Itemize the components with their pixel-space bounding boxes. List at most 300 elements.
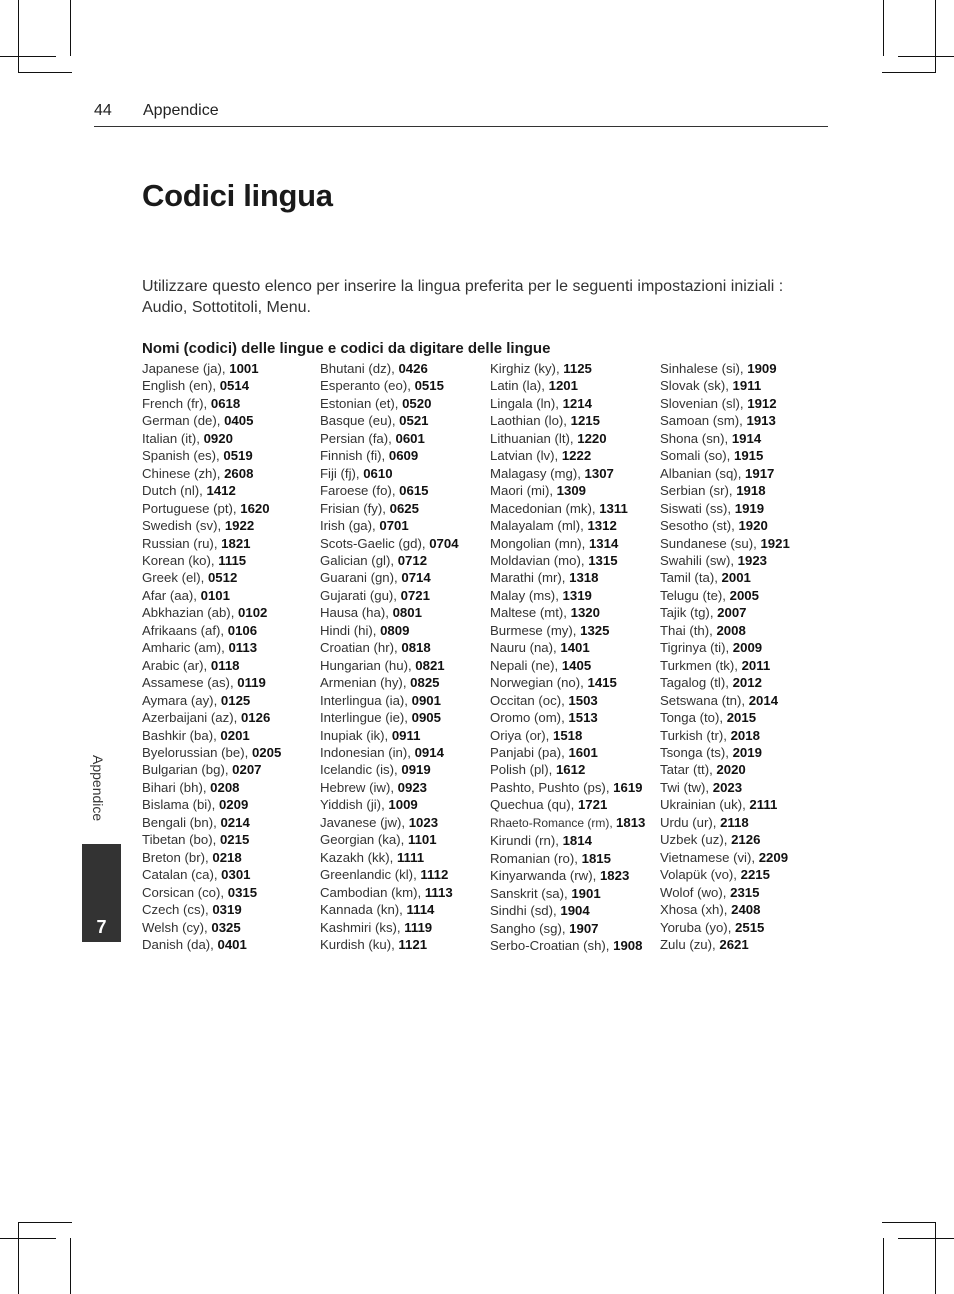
language-name: Byelorussian (be), — [142, 744, 252, 760]
language-entry — [660, 622, 790, 639]
language-name: Galician (gl), — [320, 552, 398, 568]
crop-mark — [882, 72, 936, 73]
language-name: Yoruba (yo), — [660, 919, 736, 935]
chapter-tab — [82, 844, 121, 942]
crop-mark — [882, 1222, 936, 1223]
language-name: Afar (aa), — [142, 587, 201, 603]
language-code: 1009 — [388, 797, 418, 813]
language-code: 0214 — [220, 814, 250, 830]
language-code: 1912 — [747, 395, 777, 411]
side-section-label — [86, 755, 116, 835]
language-entry — [660, 395, 790, 412]
language-code: 0712 — [397, 552, 428, 568]
language-entry — [320, 622, 459, 639]
language-code: 1125 — [563, 361, 592, 376]
language-code: 0825 — [410, 675, 440, 691]
language-code: 1620 — [240, 500, 270, 516]
language-entry — [660, 412, 790, 429]
language-entry — [660, 709, 790, 726]
language-code: 0905 — [411, 710, 441, 726]
language-code: 0119 — [237, 675, 266, 691]
language-code: 1101 — [407, 832, 437, 848]
language-name: Esperanto (eo), — [320, 378, 415, 394]
language-code: 0207 — [232, 762, 262, 778]
language-name: Oromo (om), — [490, 710, 569, 726]
language-code: 1814 — [562, 833, 592, 849]
language-code: 0405 — [224, 413, 254, 429]
language-name: Serbian (sr), — [660, 483, 737, 499]
language-code: 2111 — [749, 797, 778, 813]
language-code: 1601 — [568, 744, 598, 760]
language-code: 1113 — [424, 884, 453, 900]
language-entry — [142, 465, 281, 482]
crop-mark — [18, 1222, 19, 1294]
crop-mark — [898, 56, 954, 57]
language-code: 2011 — [741, 657, 771, 673]
language-code: 0714 — [401, 570, 431, 586]
language-entry — [660, 639, 790, 656]
language-name: Croatian (hr), — [320, 640, 402, 656]
language-column-4 — [660, 360, 790, 953]
language-code: 2126 — [731, 832, 761, 848]
language-name: Norwegian (no), — [490, 675, 588, 691]
language-code: 1215 — [570, 413, 600, 429]
language-code: 2019 — [732, 744, 762, 760]
language-name: Afrikaans (af), — [142, 622, 228, 638]
language-code: 1320 — [570, 605, 600, 621]
language-name: Latvian (lv), — [490, 448, 562, 464]
language-code: 2001 — [721, 570, 751, 586]
language-name: Urdu (ur), — [660, 814, 721, 830]
language-code: 0615 — [399, 483, 429, 499]
language-code: 1214 — [562, 395, 592, 411]
language-name: Hindi (hi), — [320, 622, 381, 638]
language-name: Nauru (na), — [490, 640, 561, 656]
language-name: Romanian (ro), — [490, 850, 582, 866]
language-name: Sinhalese (si), — [660, 361, 748, 376]
language-code: 1821 — [221, 535, 251, 551]
language-code: 1503 — [568, 692, 598, 708]
language-name: Kinyarwanda (rw), — [490, 868, 600, 884]
language-name: Latin (la), — [490, 378, 549, 394]
language-name: Xhosa (xh), — [660, 902, 732, 918]
language-entry — [660, 360, 790, 377]
language-name: Pashto, Pushto (ps), — [490, 779, 614, 795]
language-code: 0102 — [238, 605, 268, 621]
language-entry — [320, 796, 459, 813]
language-name: Malay (ms), — [490, 587, 563, 603]
language-entry — [142, 552, 281, 569]
language-entry — [320, 779, 459, 796]
language-entry — [660, 535, 790, 552]
language-code: 1915 — [734, 448, 764, 464]
language-entry — [142, 727, 281, 744]
language-code: 0118 — [210, 657, 240, 673]
language-entry — [142, 866, 281, 883]
language-entry — [490, 885, 645, 902]
language-entry — [660, 884, 790, 901]
language-code: 2023 — [712, 779, 743, 795]
language-code: 0914 — [414, 744, 444, 760]
language-entry — [142, 936, 281, 953]
crop-mark — [18, 72, 72, 73]
crop-mark — [0, 1238, 56, 1239]
language-name: English (en), — [142, 378, 220, 394]
language-code: 1405 — [561, 657, 592, 673]
language-entry — [142, 639, 281, 656]
language-name: Tamil (ta), — [660, 570, 722, 586]
language-entry — [142, 831, 281, 848]
language-code: 0721 — [400, 587, 430, 603]
language-entry — [490, 796, 645, 813]
language-entry — [142, 430, 281, 447]
language-code: 0520 — [402, 395, 432, 411]
language-entry — [320, 447, 459, 464]
language-name: Guarani (gn), — [320, 570, 402, 586]
language-entry — [660, 831, 790, 848]
language-code: 1415 — [587, 675, 617, 691]
crop-mark — [70, 0, 71, 56]
crop-mark — [898, 1238, 954, 1239]
language-entry — [320, 430, 459, 447]
language-name: Malayalam (ml), — [490, 518, 588, 534]
language-code: 0325 — [211, 919, 241, 935]
language-code: 2515 — [735, 919, 765, 935]
language-code: 1315 — [588, 552, 618, 568]
language-code: 0618 — [210, 395, 241, 411]
language-name: Inupiak (ik), — [320, 727, 392, 743]
language-name: Armenian (hy), — [320, 675, 411, 691]
language-name: Georgian (ka), — [320, 832, 408, 848]
language-name: Thai (th), — [660, 622, 717, 638]
language-entry — [660, 604, 790, 621]
language-entry — [320, 761, 459, 778]
language-code: 2215 — [740, 867, 770, 883]
language-code: 1319 — [562, 587, 592, 603]
language-entry — [490, 639, 645, 656]
language-code: 0701 — [379, 518, 409, 534]
language-name: Macedonian (mk), — [490, 500, 600, 516]
language-entry — [660, 587, 790, 604]
language-code: 0401 — [217, 936, 247, 952]
language-entry — [320, 535, 459, 552]
language-name: Wolof (wo), — [660, 884, 731, 900]
language-entry — [660, 552, 790, 569]
language-name: Cambodian (km), — [320, 884, 425, 900]
language-name: Greenlandic (kl), — [320, 867, 421, 883]
language-name: Hebrew (iw), — [320, 779, 398, 795]
language-entry — [490, 850, 645, 867]
language-code: 0609 — [388, 448, 419, 464]
language-column-3 — [490, 360, 645, 954]
language-name: Bislama (bi), — [142, 797, 219, 813]
language-code: 0901 — [411, 692, 441, 708]
language-entry — [660, 465, 790, 482]
language-code: 0201 — [220, 727, 250, 743]
language-code: 0809 — [380, 622, 410, 638]
language-code: 0818 — [401, 640, 431, 656]
language-name: Arabic (ar), — [142, 657, 211, 673]
language-name: Vietnamese (vi), — [660, 849, 759, 865]
language-name: Oriya (or), — [490, 727, 554, 743]
language-entry — [660, 482, 790, 499]
language-code: 0101 — [200, 587, 230, 603]
language-entry — [142, 779, 281, 796]
language-code: 0521 — [399, 413, 429, 429]
language-code: 1914 — [731, 430, 762, 446]
language-code: 1001 — [229, 361, 259, 376]
language-entry — [660, 814, 790, 831]
language-code: 0821 — [415, 657, 445, 673]
language-name: Rhaeto-Romance (rm), — [490, 815, 617, 830]
language-name: Irish (ga), — [320, 518, 380, 534]
language-entry — [320, 657, 459, 674]
language-code: 0125 — [220, 692, 251, 708]
language-entry — [660, 779, 790, 796]
language-entry — [142, 849, 281, 866]
language-code: 1119 — [404, 919, 433, 935]
language-code: 1908 — [613, 937, 643, 953]
page-header — [94, 100, 828, 127]
language-entry — [660, 447, 790, 464]
crop-mark — [18, 1222, 72, 1223]
language-entry — [320, 587, 459, 604]
language-entry — [320, 919, 459, 936]
language-name: Tigrinya (ti), — [660, 640, 733, 656]
language-name: Maori (mi), — [490, 483, 557, 499]
language-entry — [320, 866, 459, 883]
language-entry — [142, 360, 281, 377]
language-name: Czech (cs), — [142, 902, 213, 918]
language-name: Tsonga (ts), — [660, 744, 733, 760]
language-entry — [660, 517, 790, 534]
language-code: 0919 — [401, 762, 431, 778]
language-entry — [142, 674, 281, 691]
language-code: 0315 — [227, 884, 258, 900]
language-name: Italian (it), — [142, 430, 204, 446]
language-name: Tatar (tt), — [660, 762, 717, 778]
language-name: Laothian (lo), — [490, 413, 571, 429]
language-entry — [142, 604, 281, 621]
language-name: Kazakh (kk), — [320, 849, 397, 865]
language-entry — [490, 360, 645, 377]
language-code: 1920 — [738, 518, 768, 534]
language-entry — [660, 919, 790, 936]
language-code: 0514 — [219, 378, 250, 394]
language-code: 0208 — [210, 779, 240, 795]
language-entry — [490, 657, 645, 674]
language-code: 1909 — [747, 361, 777, 376]
language-name: Dutch (nl), — [142, 483, 207, 499]
language-name: Finnish (fi), — [320, 448, 389, 464]
language-code: 2014 — [748, 692, 779, 708]
language-entry — [490, 500, 645, 517]
language-entry — [490, 587, 645, 604]
language-entry — [320, 604, 459, 621]
language-name: Samoan (sm), — [660, 413, 747, 429]
language-code: 0801 — [392, 605, 422, 621]
language-entry — [142, 884, 281, 901]
language-entry — [660, 569, 790, 586]
language-code: 0205 — [251, 744, 282, 760]
language-name: Korean (ko), — [142, 552, 219, 568]
language-name: Albanian (sq), — [660, 465, 746, 481]
language-name: Maltese (mt), — [490, 605, 571, 621]
language-name: Basque (eu), — [320, 413, 400, 429]
language-code: 1518 — [553, 727, 583, 743]
language-entry — [490, 744, 645, 761]
language-name: Corsican (co), — [142, 884, 228, 900]
language-code: 0113 — [228, 640, 258, 656]
language-name: Sundanese (su), — [660, 535, 761, 551]
language-name: Estonian (et), — [320, 395, 403, 411]
language-entry — [490, 447, 645, 464]
language-entry — [660, 727, 790, 744]
language-name: Slovenian (sl), — [660, 395, 748, 411]
language-name: Spanish (es), — [142, 448, 224, 464]
language-entry — [142, 517, 281, 534]
language-entry — [490, 727, 645, 744]
language-entry — [142, 796, 281, 813]
language-code: 1201 — [548, 378, 578, 394]
language-name: Javanese (jw), — [320, 814, 409, 830]
language-name: Breton (br), — [142, 849, 213, 865]
language-code: 1121 — [398, 936, 428, 952]
language-entry — [320, 814, 459, 831]
language-entry — [660, 430, 790, 447]
language-name: Polish (pl), — [490, 762, 556, 778]
language-entry — [490, 709, 645, 726]
language-name: Japanese (ja), — [142, 361, 230, 376]
language-code: 1904 — [560, 903, 590, 919]
language-name: Catalan (ca), — [142, 867, 222, 883]
language-name: German (de), — [142, 413, 225, 429]
language-entry — [320, 465, 459, 482]
language-name: Gujarati (gu), — [320, 587, 401, 603]
language-code: 2012 — [732, 675, 762, 691]
language-name: Welsh (cy), — [142, 919, 212, 935]
language-name: Malagasy (mg), — [490, 465, 585, 481]
language-entry — [490, 535, 645, 552]
language-code: 2008 — [716, 622, 746, 638]
language-entry — [660, 866, 790, 883]
language-name: Danish (da), — [142, 936, 218, 952]
language-name: Serbo-Croatian (sh), — [490, 937, 614, 953]
language-entry — [142, 709, 281, 726]
language-name: Interlingua (ia), — [320, 692, 412, 708]
language-code: 1401 — [560, 640, 590, 656]
language-entry — [320, 901, 459, 918]
language-code: 1919 — [734, 500, 765, 516]
language-entry — [142, 395, 281, 412]
language-code: 1222 — [561, 448, 592, 464]
language-entry — [660, 796, 790, 813]
language-name: Shona (sn), — [660, 430, 732, 446]
language-name: Quechua (qu), — [490, 797, 578, 813]
language-code: 1115 — [218, 552, 247, 568]
language-code: 0512 — [207, 570, 238, 586]
language-name: Somali (so), — [660, 448, 735, 464]
language-entry — [490, 761, 645, 778]
language-entry — [490, 622, 645, 639]
language-name: Sindhi (sd), — [490, 903, 561, 919]
language-entry — [490, 920, 645, 937]
language-entry — [142, 919, 281, 936]
language-entry — [490, 779, 645, 796]
language-entry — [142, 535, 281, 552]
language-name: Slovak (sk), — [660, 378, 733, 394]
language-name: Hausa (ha), — [320, 605, 393, 621]
language-code: 0126 — [240, 710, 271, 726]
language-entry — [490, 395, 645, 412]
crop-mark — [883, 0, 884, 56]
language-entry — [660, 936, 790, 953]
language-code: 2005 — [729, 587, 759, 603]
language-entry — [490, 482, 645, 499]
language-name: Aymara (ay), — [142, 692, 221, 708]
language-entry — [660, 849, 790, 866]
language-name: Bulgarian (bg), — [142, 762, 233, 778]
language-name: Sangho (sg), — [490, 920, 570, 936]
language-entry — [142, 377, 281, 394]
crop-mark — [935, 1222, 936, 1294]
language-name: Yiddish (ji), — [320, 797, 389, 813]
language-name: Hungarian (hu), — [320, 657, 416, 673]
language-code: 2621 — [719, 936, 749, 952]
language-code: 1318 — [569, 570, 599, 586]
crop-mark — [883, 1238, 884, 1294]
language-entry — [320, 727, 459, 744]
language-column-1 — [142, 360, 281, 953]
language-entry — [320, 395, 459, 412]
language-entry — [490, 377, 645, 394]
language-name: Uzbek (uz), — [660, 832, 732, 848]
language-entry — [320, 831, 459, 848]
language-code: 0519 — [223, 448, 253, 464]
language-code: 2007 — [717, 605, 747, 621]
language-code: 0625 — [389, 500, 419, 516]
language-code: 1412 — [206, 483, 236, 499]
language-name: Bhutani (dz), — [320, 361, 399, 376]
language-name: Icelandic (is), — [320, 762, 402, 778]
language-entry — [320, 517, 459, 534]
language-name: Telugu (te), — [660, 587, 730, 603]
language-name: Panjabi (pa), — [490, 744, 569, 760]
language-entry — [142, 587, 281, 604]
language-code: 1619 — [613, 779, 643, 795]
language-code: 1111 — [396, 849, 425, 865]
language-code: 0215 — [219, 832, 250, 848]
language-code: 1815 — [581, 850, 611, 866]
language-name: Chinese (zh), — [142, 465, 225, 481]
language-entry — [142, 622, 281, 639]
language-entry — [320, 709, 459, 726]
language-entry — [142, 761, 281, 778]
language-entry — [320, 936, 459, 953]
language-entry — [142, 657, 281, 674]
language-code: 0106 — [227, 622, 258, 638]
language-entry — [320, 552, 459, 569]
language-entry — [320, 377, 459, 394]
language-name: Scots-Gaelic (gd), — [320, 535, 430, 551]
language-name: Turkmen (tk), — [660, 657, 742, 673]
language-name: Bihari (bh), — [142, 779, 211, 795]
language-entry — [320, 849, 459, 866]
language-entry — [142, 500, 281, 517]
language-entry — [490, 604, 645, 621]
language-entry — [142, 482, 281, 499]
language-name: Zulu (zu), — [660, 936, 720, 952]
